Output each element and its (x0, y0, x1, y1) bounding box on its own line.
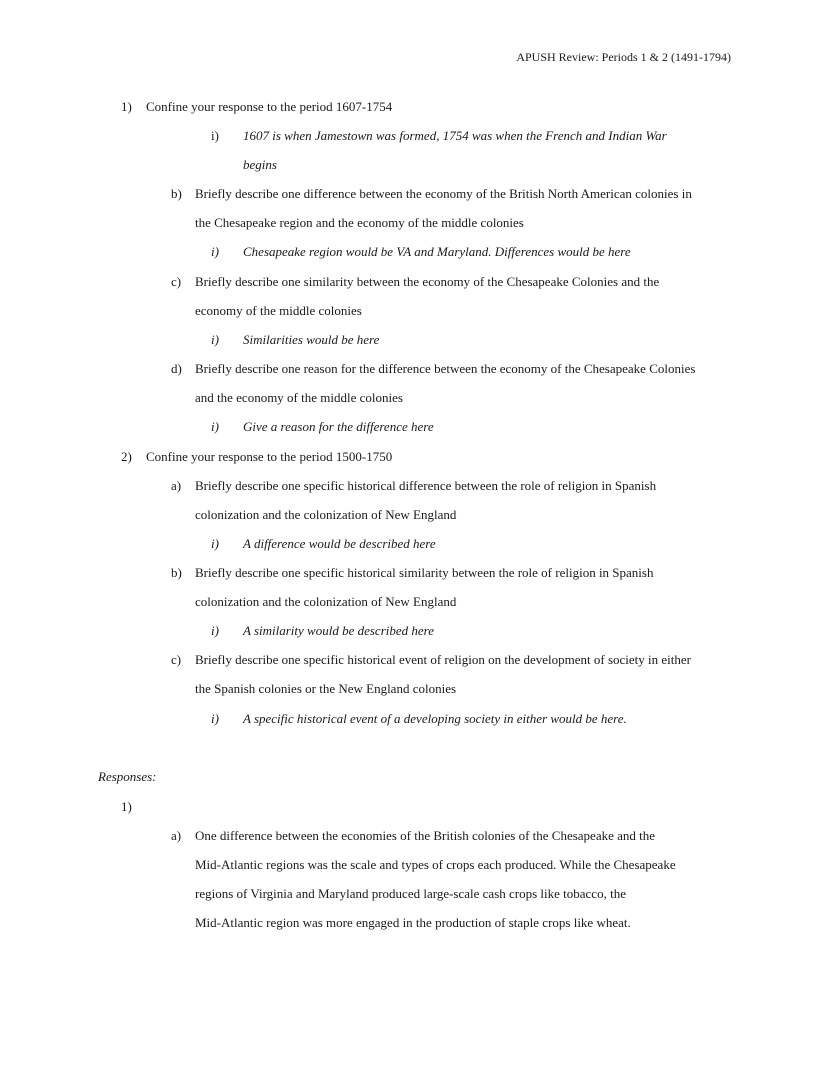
q1b-line-1: Briefly describe one difference between the economy of the British North American colonies in (195, 186, 692, 201)
q2a-line-2: colonization and the colonization of New England (195, 507, 457, 522)
q1-sub-marker: i) (211, 128, 219, 143)
response-1a-line-2: Mid-Atlantic regions was the scale and types of crops each produced. While the Chesapeake (195, 857, 676, 872)
q2b-marker: b) (171, 565, 182, 580)
response-1a-line-3: regions of Virginia and Maryland produced large-scale cash crops like tobacco, the (195, 886, 626, 901)
q2a-answer-marker: i) (211, 536, 219, 551)
q1d-line-2: and the economy of the middle colonies (195, 390, 403, 405)
q1b-answer: Chesapeake region would be VA and Maryland. Differences would be here (243, 244, 631, 259)
q2b-line-2: colonization and the colonization of New England (195, 594, 457, 609)
responses-heading: Responses: (98, 769, 157, 784)
page-header: APUSH Review: Periods 1 & 2 (1491-1794) (516, 50, 731, 64)
q2c-answer: A specific historical event of a developing society in either would be here. (243, 711, 627, 726)
response-1a-marker: a) (171, 828, 182, 843)
q2a-answer: A difference would be described here (243, 536, 436, 551)
q1c-line-2: economy of the middle colonies (195, 303, 362, 318)
q1c-answer: Similarities would be here (243, 332, 380, 347)
q2c-marker: c) (171, 652, 182, 667)
q1d-answer-marker: i) (211, 419, 219, 434)
q1d-marker: d) (171, 361, 182, 376)
q1d-answer: Give a reason for the difference here (243, 419, 434, 434)
q1b-answer-marker: i) (211, 244, 219, 259)
q1c-marker: c) (171, 274, 182, 289)
q1-prompt: Confine your response to the period 1607-1754 (146, 99, 393, 114)
q2b-answer-marker: i) (211, 623, 219, 638)
q1b-marker: b) (171, 186, 182, 201)
q2c-line-1: Briefly describe one specific historical event of religion on the development of society in either (195, 652, 691, 667)
q2b-line-1: Briefly describe one specific historical similarity between the role of religion in Spanish (195, 565, 654, 580)
q2a-marker: a) (171, 478, 182, 493)
q2b-answer: A similarity would be described here (243, 623, 435, 638)
q1b-line-2: the Chesapeake region and the economy of the middle colonies (195, 215, 524, 230)
response-1-number: 1) (121, 799, 132, 814)
q1c-line-1: Briefly describe one similarity between the economy of the Chesapeake Colonies and the (195, 274, 660, 289)
q2c-line-2: the Spanish colonies or the New England colonies (195, 681, 457, 696)
q1-sub-line-1: 1607 is when Jamestown was formed, 1754 was when the French and Indian War (243, 128, 667, 143)
q2-number: 2) (121, 449, 132, 464)
q1c-answer-marker: i) (211, 332, 219, 347)
q2a-line-1: Briefly describe one specific historical difference between the role of religion in Spanish (195, 478, 657, 493)
q1-sub-line-2: begins (243, 157, 277, 172)
q1d-line-1: Briefly describe one reason for the difference between the economy of the Chesapeake Colonies (195, 361, 696, 376)
q2-prompt: Confine your response to the period 1500-1750 (146, 449, 393, 464)
q1-number: 1) (121, 99, 132, 114)
response-1a-line-1: One difference between the economies of the British colonies of the Chesapeake and the (195, 828, 656, 843)
q2c-answer-marker: i) (211, 711, 219, 726)
response-1a-line-4: Mid-Atlantic region was more engaged in the production of staple crops like wheat. (195, 915, 631, 930)
